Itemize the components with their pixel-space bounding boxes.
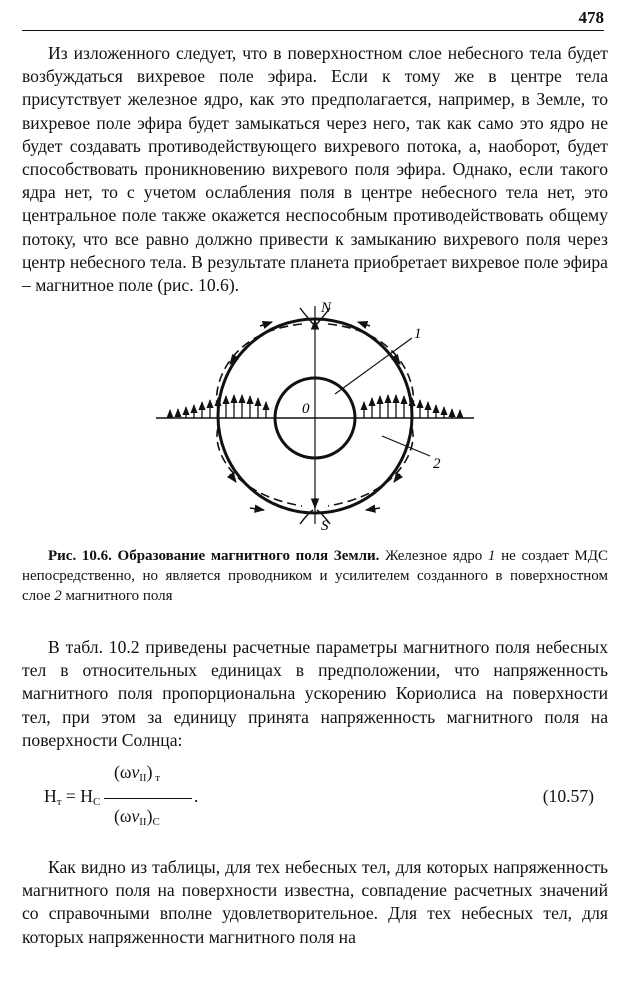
label-south: S bbox=[321, 518, 329, 534]
formula-period: . bbox=[194, 786, 199, 806]
page-number: 478 bbox=[578, 8, 604, 27]
formula-fraction-bar bbox=[104, 798, 192, 799]
formula-lhs: $H_т = H_C$ bbox=[44, 786, 101, 808]
label-core: 1 bbox=[414, 326, 422, 342]
label-layer: 2 bbox=[433, 456, 441, 472]
field-line-left bbox=[217, 324, 302, 506]
formula-denominator: $(\omega v_{II})_C$ bbox=[114, 806, 160, 828]
figure-caption: Рис. 10.6. Образование магнитного поля Земли. Железное ядро 1 не создает МДС непосредственно, но является проводником и усилителем созданного в поверхностном слое 2 магнитного поля bbox=[22, 548, 608, 604]
paragraph-conclusion: Как видно из таблицы, для тех небесных тел, для которых напряженность магнитного поля на поверхности известна, совпадение расчетных значений со справочными вполне удовлетворительное. Для тех небесных тел, для которых напряженности магнитного поля на bbox=[22, 857, 608, 947]
formula-numerator: $(\omega v_{II})$ $_т$ bbox=[114, 762, 161, 784]
leader-core bbox=[335, 338, 412, 394]
label-north: N bbox=[321, 300, 332, 316]
figure-magnetic-field bbox=[150, 298, 478, 536]
header-rule bbox=[22, 30, 604, 31]
field-line-right bbox=[328, 324, 413, 506]
paragraph-intro: Из изложенного следует, что в поверхностном слое небесного тела будет возбуждаться вихревое поле эфира. Если к тому же в центре тела присутствует железное ядро, как это предполагается, например, в Земле, то вихревое поле эфира будет замыкаться через него, так как само это ядро не будет создавать противодействующего вихревого потока, а, наоборот, будет способствовать проникновению вихревого поля эфира. Однако, если такого ядра нет, то с учетом ослабления поля в центре небесного тела нет, это центральное поле также окажется неспособным противодействовать общему потоку, что все равно должно привести к замыканию вихревого поля через центр небесного тела. В результате планета приобретает вихревое поле эфира – магнитное поле (рис. 10.6). bbox=[22, 43, 608, 296]
label-center: 0 bbox=[302, 401, 310, 417]
equation-number: (10.57) bbox=[542, 786, 594, 806]
paragraph-table-intro: В табл. 10.2 приведены расчетные параметры магнитного поля небесных тел в относительных единицах в предположении, что напряженность магнитного поля пропорциональна ускорению Кориолиса на поверхности тел, при этом за единицу принята напряженность магнитного поля на поверхности Солнца: bbox=[22, 637, 608, 750]
formula-10-57 bbox=[22, 760, 608, 834]
caption-title: Рис. 10.6. Образование магнитного поля Земли. bbox=[48, 548, 380, 564]
